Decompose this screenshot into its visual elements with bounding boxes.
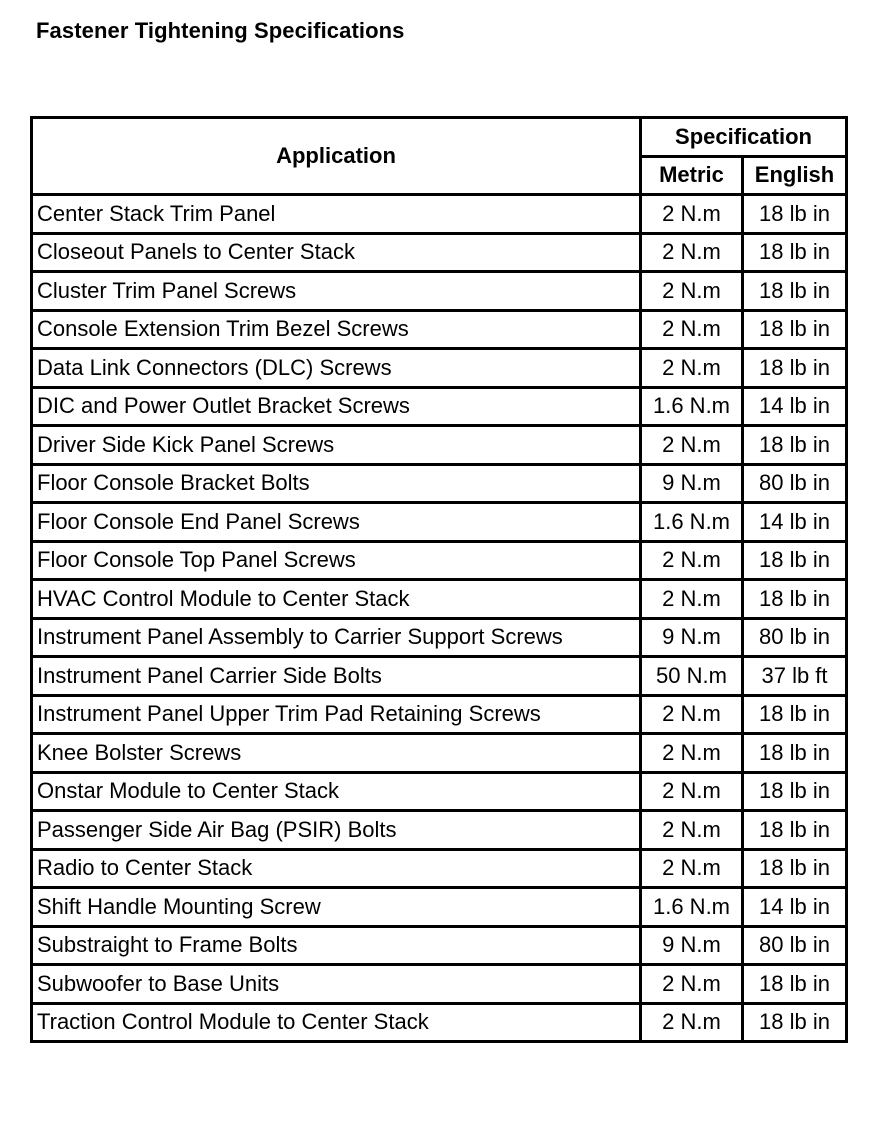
metric-cell: 2 N.m xyxy=(641,811,743,850)
application-cell: Floor Console End Panel Screws xyxy=(32,503,641,542)
english-cell: 18 lb in xyxy=(743,734,847,773)
table-row xyxy=(32,734,847,773)
table-row xyxy=(32,618,847,657)
metric-cell: 9 N.m xyxy=(641,618,743,657)
english-cell: 80 lb in xyxy=(743,926,847,965)
metric-cell: 2 N.m xyxy=(641,541,743,580)
application-cell: Substraight to Frame Bolts xyxy=(32,926,641,965)
metric-cell: 2 N.m xyxy=(641,734,743,773)
metric-cell: 50 N.m xyxy=(641,657,743,696)
english-cell: 14 lb in xyxy=(743,387,847,426)
header-application: Application xyxy=(32,118,641,195)
metric-cell: 1.6 N.m xyxy=(641,888,743,927)
metric-cell: 2 N.m xyxy=(641,849,743,888)
metric-cell: 2 N.m xyxy=(641,349,743,388)
english-cell: 14 lb in xyxy=(743,888,847,927)
application-cell: Knee Bolster Screws xyxy=(32,734,641,773)
metric-cell: 1.6 N.m xyxy=(641,387,743,426)
metric-cell: 2 N.m xyxy=(641,1003,743,1042)
application-cell: DIC and Power Outlet Bracket Screws xyxy=(32,387,641,426)
application-cell: Passenger Side Air Bag (PSIR) Bolts xyxy=(32,811,641,850)
table-row xyxy=(32,888,847,927)
table-row xyxy=(32,233,847,272)
table-row xyxy=(32,657,847,696)
metric-cell: 2 N.m xyxy=(641,233,743,272)
english-cell: 37 lb ft xyxy=(743,657,847,696)
english-cell: 18 lb in xyxy=(743,1003,847,1042)
table-row xyxy=(32,926,847,965)
application-cell: Driver Side Kick Panel Screws xyxy=(32,426,641,465)
english-cell: 18 lb in xyxy=(743,695,847,734)
application-cell: Shift Handle Mounting Screw xyxy=(32,888,641,927)
english-cell: 80 lb in xyxy=(743,618,847,657)
application-cell: Radio to Center Stack xyxy=(32,849,641,888)
header-metric: Metric xyxy=(641,156,743,195)
metric-cell: 2 N.m xyxy=(641,195,743,234)
metric-cell: 2 N.m xyxy=(641,272,743,311)
application-cell: Traction Control Module to Center Stack xyxy=(32,1003,641,1042)
table-row xyxy=(32,387,847,426)
application-cell: Center Stack Trim Panel xyxy=(32,195,641,234)
header-english: English xyxy=(743,156,847,195)
application-cell: Subwoofer to Base Units xyxy=(32,965,641,1004)
application-cell: Floor Console Bracket Bolts xyxy=(32,464,641,503)
table-row xyxy=(32,310,847,349)
metric-cell: 1.6 N.m xyxy=(641,503,743,542)
metric-cell: 2 N.m xyxy=(641,965,743,1004)
english-cell: 18 lb in xyxy=(743,849,847,888)
english-cell: 18 lb in xyxy=(743,310,847,349)
application-cell: Instrument Panel Carrier Side Bolts xyxy=(32,657,641,696)
table-row xyxy=(32,195,847,234)
fastener-spec-table xyxy=(30,116,848,1043)
table-row xyxy=(32,965,847,1004)
english-cell: 80 lb in xyxy=(743,464,847,503)
table-row xyxy=(32,272,847,311)
table-row xyxy=(32,503,847,542)
english-cell: 18 lb in xyxy=(743,349,847,388)
table-row xyxy=(32,695,847,734)
header-specification: Specification xyxy=(641,118,847,157)
english-cell: 18 lb in xyxy=(743,233,847,272)
application-cell: Onstar Module to Center Stack xyxy=(32,772,641,811)
application-cell: Instrument Panel Assembly to Carrier Support Screws xyxy=(32,618,641,657)
application-cell: Data Link Connectors (DLC) Screws xyxy=(32,349,641,388)
application-cell: Console Extension Trim Bezel Screws xyxy=(32,310,641,349)
table-row xyxy=(32,541,847,580)
table-row xyxy=(32,580,847,619)
metric-cell: 2 N.m xyxy=(641,772,743,811)
metric-cell: 2 N.m xyxy=(641,695,743,734)
metric-cell: 9 N.m xyxy=(641,464,743,503)
english-cell: 18 lb in xyxy=(743,541,847,580)
metric-cell: 9 N.m xyxy=(641,926,743,965)
english-cell: 14 lb in xyxy=(743,503,847,542)
table-row xyxy=(32,426,847,465)
application-cell: Closeout Panels to Center Stack xyxy=(32,233,641,272)
application-cell: Cluster Trim Panel Screws xyxy=(32,272,641,311)
table-row xyxy=(32,464,847,503)
page-title: Fastener Tightening Specifications xyxy=(36,18,405,43)
application-cell: Floor Console Top Panel Screws xyxy=(32,541,641,580)
table-row xyxy=(32,349,847,388)
metric-cell: 2 N.m xyxy=(641,426,743,465)
english-cell: 18 lb in xyxy=(743,811,847,850)
english-cell: 18 lb in xyxy=(743,195,847,234)
table-row xyxy=(32,772,847,811)
table-row xyxy=(32,811,847,850)
table-row xyxy=(32,849,847,888)
english-cell: 18 lb in xyxy=(743,772,847,811)
english-cell: 18 lb in xyxy=(743,272,847,311)
english-cell: 18 lb in xyxy=(743,580,847,619)
application-cell: Instrument Panel Upper Trim Pad Retaining Screws xyxy=(32,695,641,734)
english-cell: 18 lb in xyxy=(743,426,847,465)
metric-cell: 2 N.m xyxy=(641,580,743,619)
table-body xyxy=(32,195,847,1042)
table-row xyxy=(32,1003,847,1042)
application-cell: HVAC Control Module to Center Stack xyxy=(32,580,641,619)
metric-cell: 2 N.m xyxy=(641,310,743,349)
english-cell: 18 lb in xyxy=(743,965,847,1004)
